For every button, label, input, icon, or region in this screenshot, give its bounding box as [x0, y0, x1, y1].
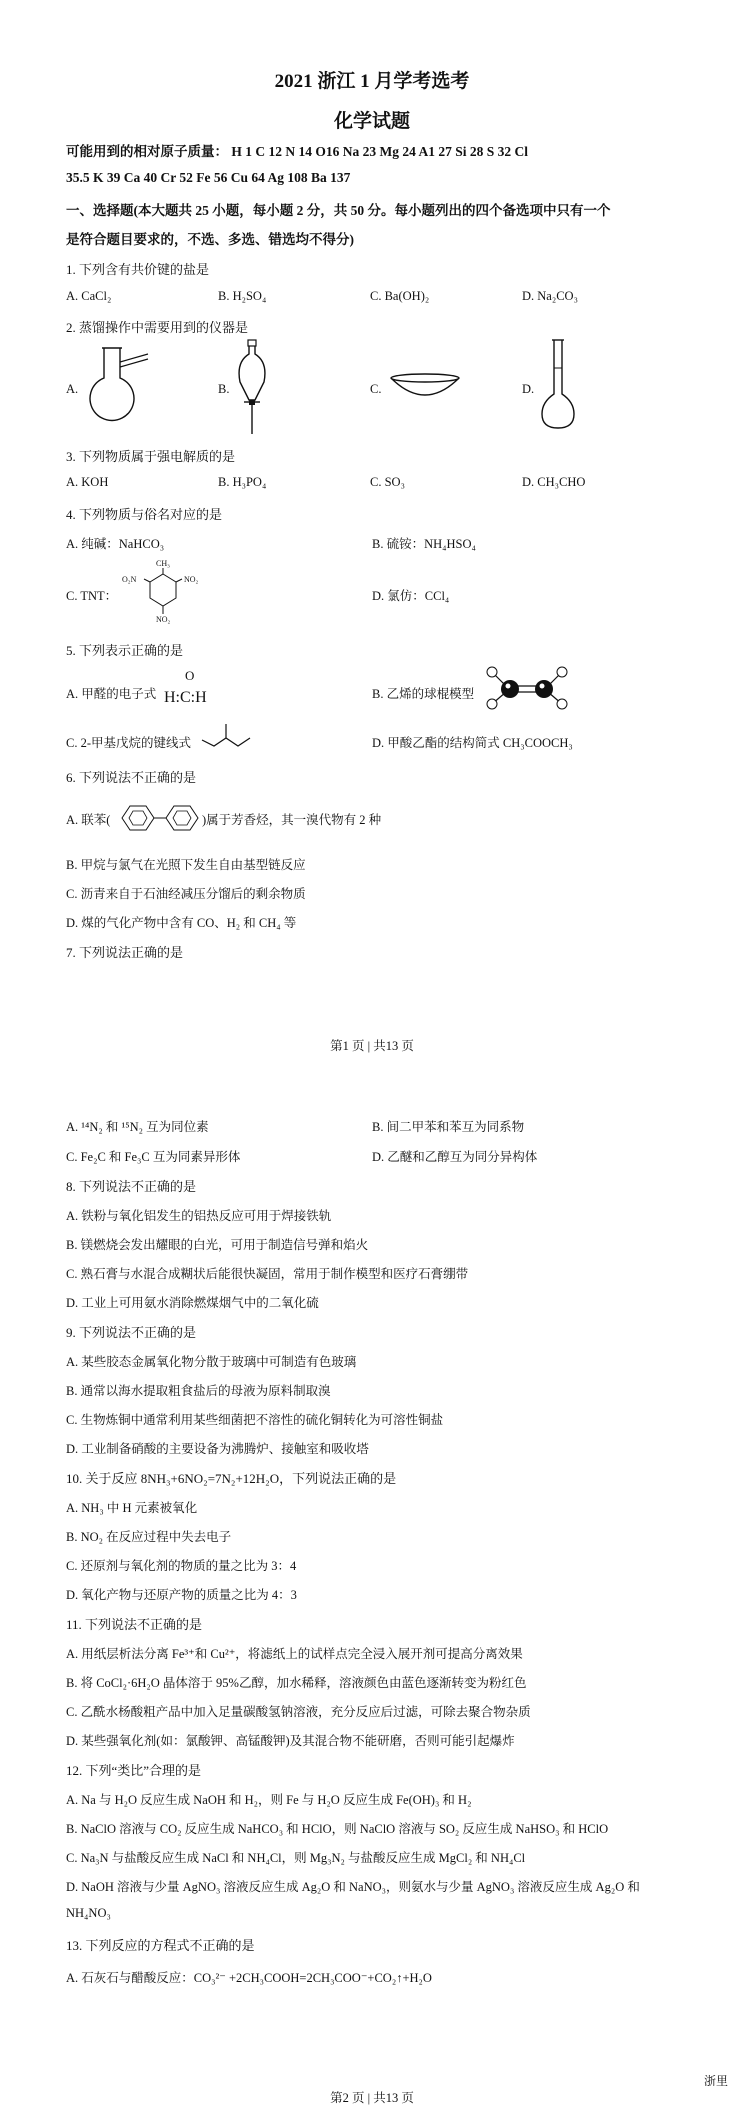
q1-option-c: C. Ba(OH)₂ — [370, 289, 430, 303]
q6-option-d: D. 煤的气化产物中含有 CO、H₂ 和 CH₄ 等 — [66, 916, 297, 930]
formaldehyde-electron-formula: H:C:H — [164, 689, 207, 706]
tnt-no2-right-label: NO₂ — [184, 575, 199, 584]
page-title: 2021 浙江 1 月学考选考 — [274, 71, 470, 92]
q13-option-a: A. 石灰石与醋酸反应：CO₃²⁻ +2CH₃COOH=2CH₃COO⁻+CO₂↑+H₂O — [66, 1971, 432, 1985]
q9-option-d: D. 工业制备硝酸的主要设备为沸腾炉、接触室和吸收塔 — [66, 1442, 369, 1456]
q3-option-b: B. H₃PO₄ — [218, 475, 267, 489]
methylpentane-skeletal-icon — [200, 722, 260, 750]
q2-option-b: B. — [218, 382, 230, 396]
q10-stem: 10. 关于反应 8NH₃+6NO₂=7N₂+12H₂O，下列说法正确的是 — [66, 1471, 397, 1486]
q1-option-b: B. H₂SO₄ — [218, 289, 267, 303]
q3-option-d: D. CH₃CHO — [522, 475, 586, 489]
q8-option-c: C. 熟石膏与水混合成糊状后能很快凝固，常用于制作模型和医疗石膏绷带 — [66, 1267, 469, 1281]
q8-option-b: B. 镁燃烧会发出耀眼的白光，可用于制造信号弹和焰火 — [66, 1238, 369, 1252]
q5-option-c: C. 2-甲基戊烷的键线式 — [66, 736, 192, 750]
evaporating-dish-icon — [385, 372, 465, 402]
atomic-masses-line2: 35.5 K 39 Ca 40 Cr 52 Fe 56 Cu 64 Ag 108 Ba 137 — [66, 170, 351, 185]
q10-option-d: D. 氧化产物与还原产物的质量之比为 4：3 — [66, 1588, 297, 1602]
q12-stem: 12. 下列“类比”合理的是 — [66, 1763, 202, 1778]
q12-option-d: D. NaOH 溶液与少量 AgNO₃ 溶液反应生成 Ag₂O 和 NaNO₃，则氨水与少量 AgNO₃ 溶液反应生成 Ag₂O 和 — [66, 1880, 640, 1894]
q10-option-a: A. NH₃ 中 H 元素被氧化 — [66, 1501, 198, 1515]
q9-option-a: A. 某些胶态金属氧化物分散于玻璃中可制造有色玻璃 — [66, 1355, 357, 1369]
q11-stem: 11. 下列说法不正确的是 — [66, 1617, 203, 1632]
corner-mark: 浙里 — [704, 2074, 729, 2088]
q3-stem: 3. 下列物质属于强电解质的是 — [66, 449, 236, 464]
q10-option-c: C. 还原剂与氧化剂的物质的量之比为 3：4 — [66, 1559, 297, 1573]
q11-option-d: D. 某些强氧化剂(如：氯酸钾、高锰酸钾)及其混合物不能研磨，否则可能引起爆炸 — [66, 1734, 515, 1748]
q7-stem: 7. 下列说法正确的是 — [66, 945, 184, 960]
page1-footer: 第1 页 | 共13 页 — [330, 1039, 414, 1053]
tnt-no2-left-label: O₂N — [122, 575, 137, 584]
q3-option-c: C. SO₃ — [370, 475, 405, 489]
q5-option-b: B. 乙烯的球棍模型 — [372, 687, 475, 701]
tnt-no2-bottom-label: NO₂ — [156, 615, 171, 624]
q12-option-a: A. Na 与 H₂O 反应生成 NaOH 和 H₂，则 Fe 与 H₂O 反应生成 Fe(OH)₃ 和 H₂ — [66, 1793, 472, 1807]
q10-option-b: B. NO₂ 在反应过程中失去电子 — [66, 1530, 232, 1544]
distillation-flask-icon — [82, 340, 152, 430]
separatory-funnel-icon — [232, 338, 272, 438]
q6-option-b: B. 甲烷与氯气在光照下发生自由基型链反应 — [66, 858, 306, 872]
q2-stem: 2. 蒸馏操作中需要用到的仪器是 — [66, 320, 249, 335]
q12-option-c: C. Na₃N 与盐酸反应生成 NaCl 和 NH₄Cl，则 Mg₃N₂ 与盐酸反应生成 MgCl₂ 和 NH₄Cl — [66, 1851, 526, 1865]
q9-option-b: B. 通常以海水提取粗食盐后的母液为原料制取溴 — [66, 1384, 331, 1398]
q11-option-c: C. 乙酰水杨酸粗产品中加入足量碳酸氢钠溶液，充分反应后过滤，可除去聚合物杂质 — [66, 1705, 531, 1719]
q8-option-a: A. 铁粉与氧化铝发生的铝热反应可用于焊接铁轨 — [66, 1209, 332, 1223]
q2-option-d: D. — [522, 382, 535, 396]
q7-option-c: C. Fe₂C 和 Fe₃C 互为同素异形体 — [66, 1150, 241, 1164]
q7-option-d: D. 乙醚和乙醇互为同分异构体 — [372, 1150, 538, 1164]
q11-option-a: A. 用纸层析法分离 Fe³⁺和 Cu²⁺，将滤纸上的试样点完全浸入展开剂可提高分离效果 — [66, 1647, 523, 1661]
page2-footer: 第2 页 | 共13 页 — [330, 2091, 414, 2105]
q4-option-a: A. 纯碱：NaHCO₃ — [66, 537, 165, 551]
q5-option-d: D. 甲酸乙酯的结构简式 CH₃COOCH₃ — [372, 736, 573, 750]
q6-option-a-prefix: A. 联苯( — [66, 813, 111, 827]
q1-option-d: D. Na₂CO₃ — [522, 289, 578, 303]
q5-option-a: A. 甲醛的电子式 — [66, 687, 157, 701]
q2-option-c: C. — [370, 382, 382, 396]
q5-stem: 5. 下列表示正确的是 — [66, 643, 184, 658]
formaldehyde-oxygen-label: O — [185, 668, 195, 683]
q2-option-a: A. — [66, 382, 79, 396]
atomic-masses-line1: 可能用到的相对原子质量： H 1 C 12 N 14 O16 Na 23 Mg 24 A1 27 Si 28 S 32 Cl — [66, 144, 529, 159]
q12-option-d-continued: NH₄NO₃ — [66, 1906, 111, 1920]
biphenyl-structure-icon — [118, 803, 202, 833]
q4-option-b: B. 硫铵：NH₄HSO₄ — [372, 537, 476, 551]
q8-stem: 8. 下列说法不正确的是 — [66, 1179, 197, 1194]
q1-option-a: A. CaCl₂ — [66, 289, 112, 303]
q9-option-c: C. 生物炼铜中通常利用某些细菌把不溶性的硫化铜转化为可溶性铜盐 — [66, 1413, 444, 1427]
q11-option-b: B. 将 CoCl₂·6H₂O 晶体溶于 95%乙醇，加水稀释，溶液颜色由蓝色逐渐转变为粉红色 — [66, 1676, 527, 1690]
q7-option-b: B. 间二甲苯和苯互为同系物 — [372, 1120, 525, 1134]
ethylene-ball-stick-icon — [484, 664, 570, 714]
tnt-ch3-label: CH₃ — [156, 559, 170, 568]
q9-stem: 9. 下列说法不正确的是 — [66, 1325, 197, 1340]
q13-stem: 13. 下列反应的方程式不正确的是 — [66, 1938, 255, 1953]
page-subtitle: 化学试题 — [333, 111, 410, 132]
q4-stem: 4. 下列物质与俗名对应的是 — [66, 507, 223, 522]
section-heading-line1: 一、选择题(本大题共 25 小题，每小题 2 分，共 50 分。每小题列出的四个备选项中只有一个 — [66, 203, 611, 218]
q4-option-d: D. 氯仿：CCl₄ — [372, 589, 450, 603]
q7-option-a: A. ¹⁴N₂ 和 ¹⁵N₂ 互为同位素 — [66, 1120, 209, 1134]
q3-option-a: A. KOH — [66, 475, 109, 489]
q4-option-c: C. TNT： — [66, 589, 118, 603]
q6-option-a-suffix: )属于芳香烃，其一溴代物有 2 种 — [202, 813, 382, 827]
q6-option-c: C. 沥青来自于石油经减压分馏后的剩余物质 — [66, 887, 306, 901]
q6-stem: 6. 下列说法不正确的是 — [66, 770, 197, 785]
q8-option-d: D. 工业上可用氨水消除燃煤烟气中的二氧化硫 — [66, 1296, 319, 1310]
q12-option-b: B. NaClO 溶液与 CO₂ 反应生成 NaHCO₃ 和 HClO，则 NaClO 溶液与 SO₂ 反应生成 NaHSO₃ 和 HClO — [66, 1822, 609, 1836]
q1-stem: 1. 下列含有共价键的盐是 — [66, 262, 210, 277]
volumetric-flask-icon — [538, 338, 578, 432]
section-heading-line2: 是符合题目要求的，不选、多选、错选均不得分) — [66, 232, 354, 247]
